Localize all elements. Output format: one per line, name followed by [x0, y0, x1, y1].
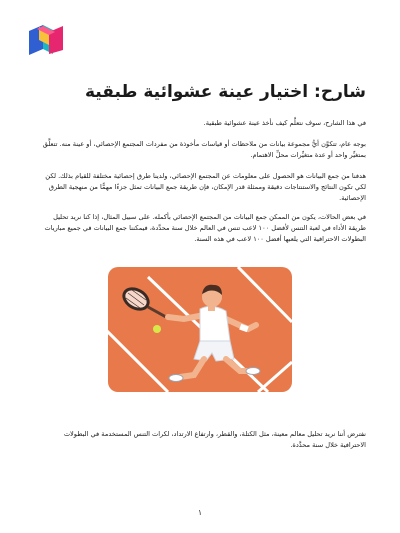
paragraph-dataset: بوجه عام، تتكوَّن أيُّ مجموعة بيانات من ملاحظات أو قياسات مأخوذة من مفردات المجتمع الإحصائي، أو عينة منه. تتعلَّق بمتغيِّر واحد أو عدة متغيِّرات محلِّ الاهتمام.	[42, 140, 366, 159]
paragraph-intro: في هذا الشارح، سوف نتعلَّم كيف نأخذ عينة عشوائية طبقية.	[203, 119, 366, 127]
page-number: ١	[197, 508, 203, 517]
paragraph-assumption: نفترض أننا نريد تحليل معالم معينة، مثل الكتلة، والقطر، وارتفاع الارتداد، لكرات التنس المستخدمة في البطولات الاحترافية خلال سنة محدَّدة.	[63, 430, 366, 449]
paragraph-example: في بعض الحالات، يكون من الممكن جمع البيانات من المجتمع الإحصائي بأكمله. على سبيل المثال، إذا كنا نريد تحليل طريقة الأداء في لعبة التنس لأفضل ١٠٠ لاعب تنس في العالم خلال سنة محدَّدة، فيمكننا جمع البيانات في جميع مباريات البطولات الاحترافية التي يلعبها أفضل ١٠٠ لاعب في هذه السنة.	[44, 213, 366, 243]
brand-logo-icon	[29, 25, 63, 55]
paragraph-goal: هدفنا من جمع البيانات هو الحصول على معلومات عن المجتمع الإحصائي، ولدينا طرق إحصائية مختلفة للقيام بذلك. لكن لكي تكون النتائج والاستنتاجات دقيقة وممثلة قدر الإمكان، فإن طريقة جمع البيانات تمثل جزءًا مهمًّا من منهجية الطرق الإحصائية.	[45, 172, 366, 202]
page-title: شارح: اختيار عينة عشوائية طبقية	[84, 82, 366, 102]
tennis-player-illustration	[108, 267, 292, 392]
